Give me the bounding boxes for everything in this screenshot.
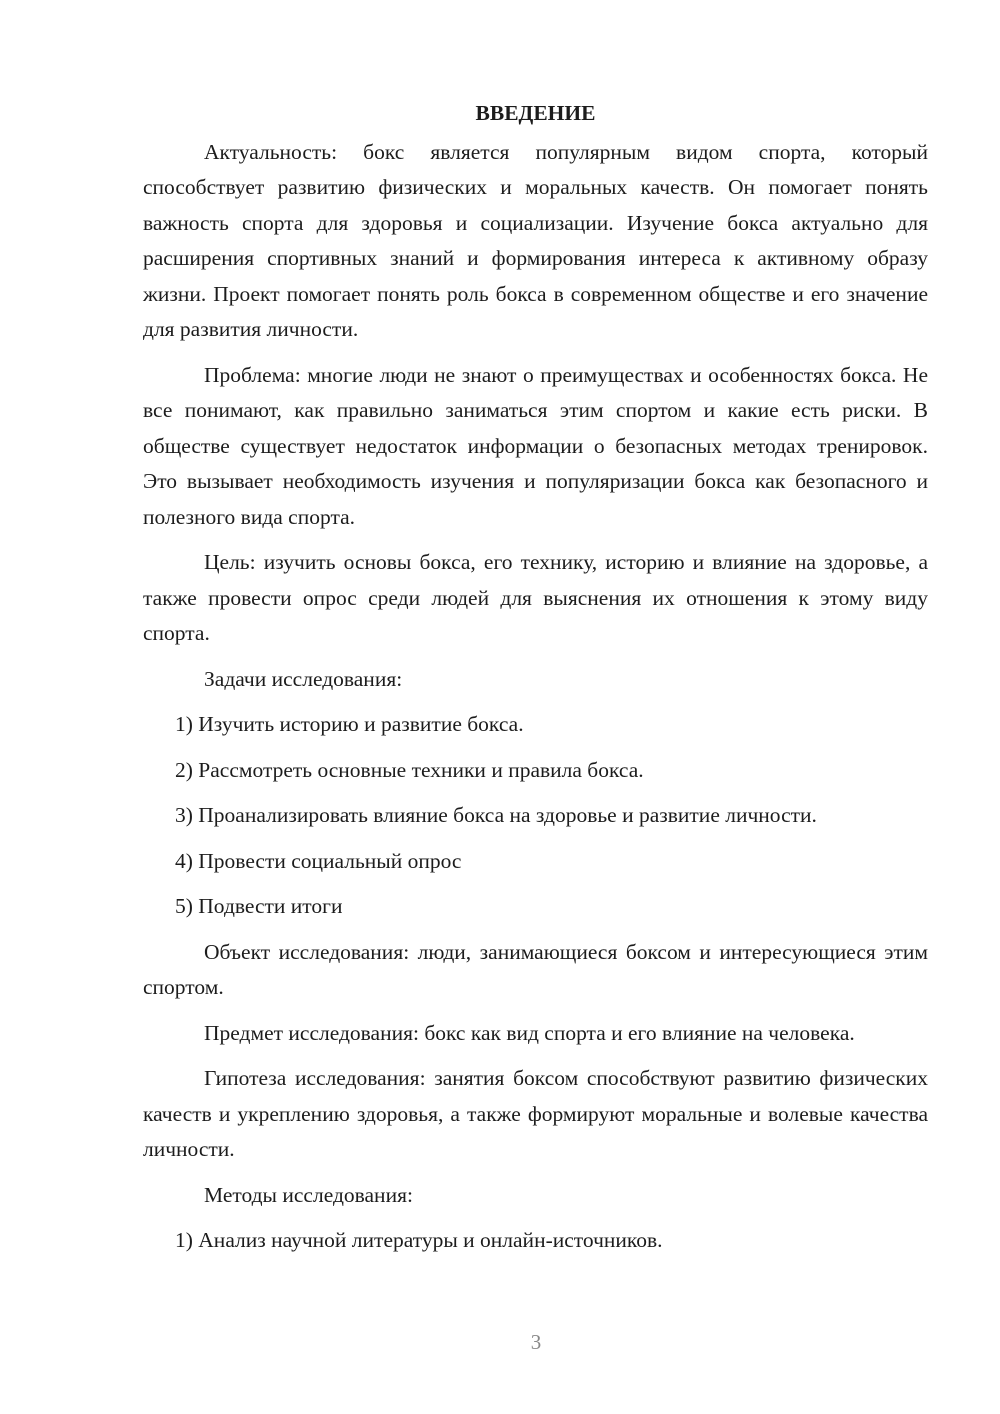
- relevance-paragraph: Актуальность: бокс является популярным видом спорта, который способствует развитию физических и моральных качеств. Он помогает понять важность спорта для здоровья и социализации. Изучение бокса актуально для расширения спортивных знаний и формирования интереса к активному образу жизни. Проект помогает понять роль бокса в современном обществе и его значение для развития личности.: [143, 139, 928, 341]
- object-paragraph: Объект исследования: люди, занимающиеся боксом и интересующиеся этим спортом.: [143, 939, 928, 999]
- list-item: 1) Анализ научной литературы и онлайн-источников.: [175, 1228, 663, 1252]
- list-item: 2) Рассмотреть основные техники и правила бокса.: [175, 757, 644, 782]
- list-item: 4) Провести социальный опрос: [175, 848, 462, 873]
- hypothesis-paragraph: Гипотеза исследования: занятия боксом способствуют развитию физических качеств и укреплению здоровья, а также формируют моральные и волевые качества личности.: [143, 1066, 928, 1161]
- goal-paragraph: Цель: изучить основы бокса, его технику, историю и влияние на здоровье, а также провести опрос среди людей для выяснения их отношения к этому виду спорта.: [143, 550, 928, 645]
- tasks-list: [143, 707, 928, 925]
- list-item: 3) Проанализировать влияние бокса на здоровье и развитие личности.: [175, 803, 817, 827]
- subject-paragraph: Предмет исследования: бокс как вид спорта и его влияние на человека.: [204, 1020, 855, 1045]
- list-item: 1) Изучить историю и развитие бокса.: [175, 712, 524, 736]
- list-item: 5) Подвести итоги: [175, 894, 343, 918]
- methods-list: [143, 1223, 928, 1259]
- section-title: ВВЕДЕНИЕ: [475, 101, 596, 125]
- tasks-heading: Задачи исследования:: [204, 666, 403, 691]
- methods-heading: Методы исследования:: [204, 1182, 413, 1207]
- problem-paragraph: Проблема: многие люди не знают о преимуществах и особенностях бокса. Не все понимают, как правильно заниматься этим спортом и какие есть риски. В обществе существует недостаток информации о безопасных методах тренировок. Это вызывает необходимость изучения и популяризации бокса как безопасного и полезного вида спорта.: [143, 362, 928, 529]
- page-number: 3: [530, 1330, 542, 1354]
- document-page: [143, 96, 928, 1269]
